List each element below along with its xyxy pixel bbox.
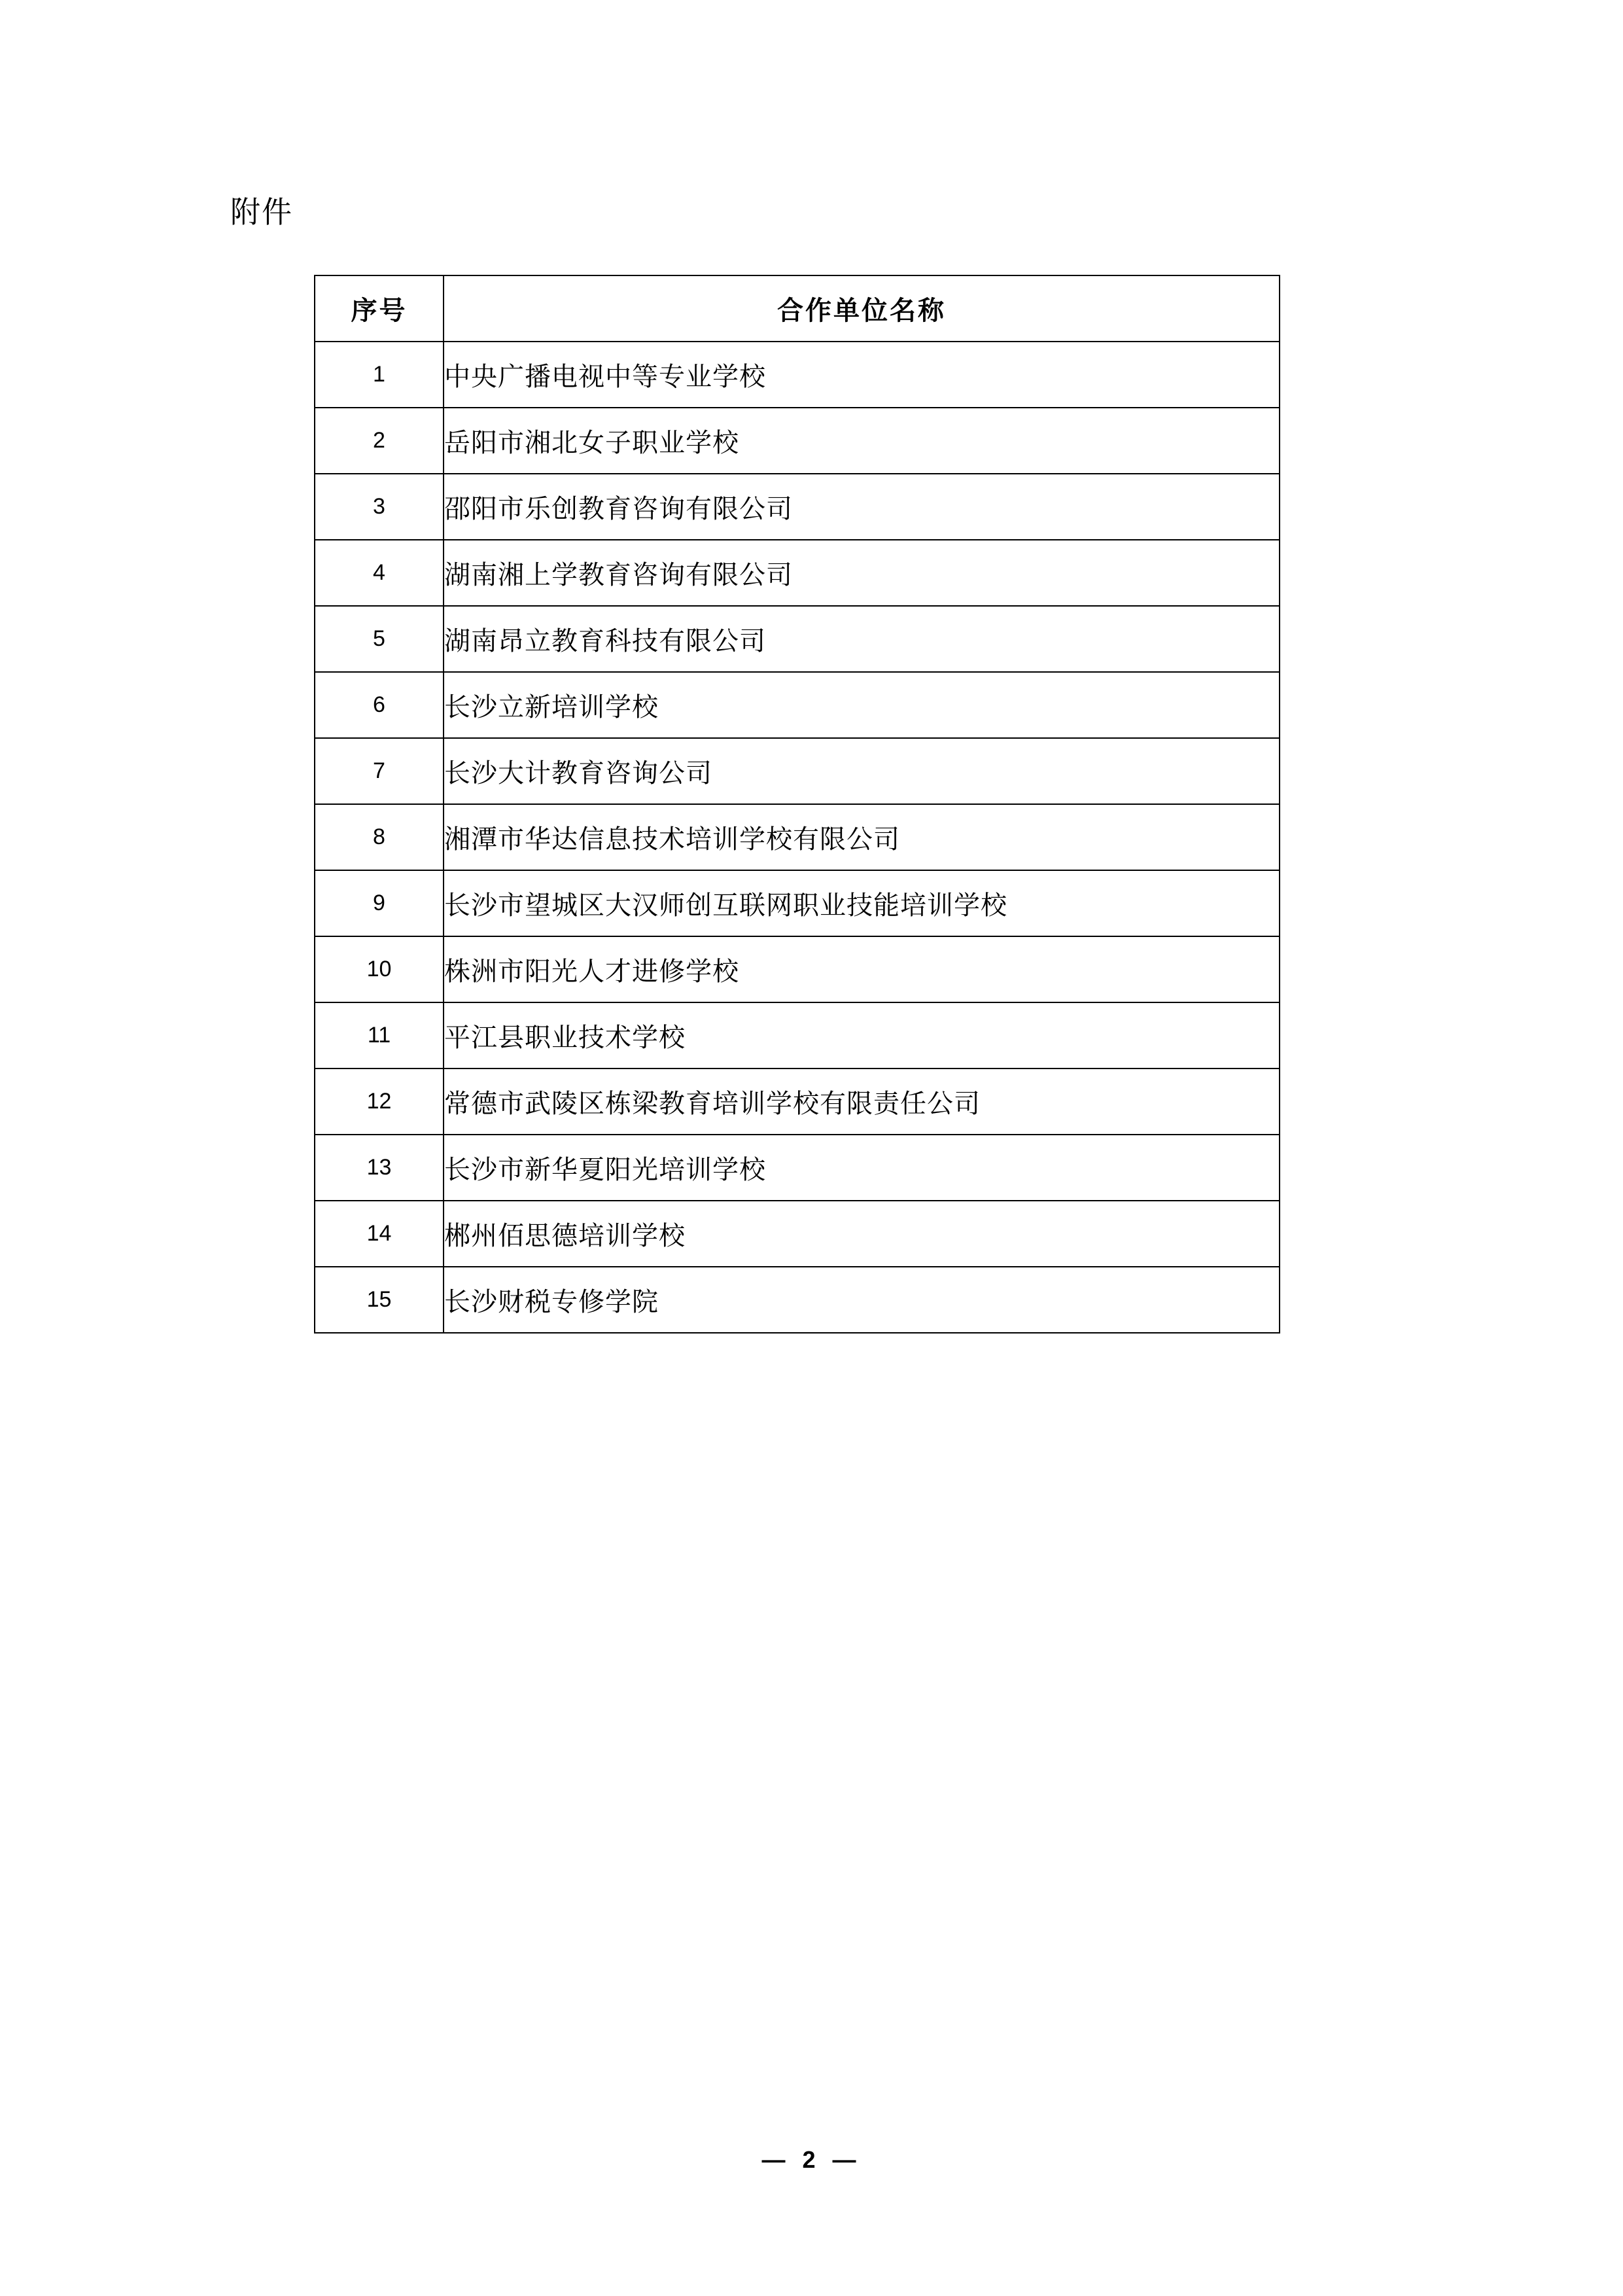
cell-index: 7 <box>315 738 444 804</box>
table-row <box>315 474 1280 540</box>
cell-index: 15 <box>315 1267 444 1333</box>
attachment-label: 附件 <box>230 195 293 229</box>
cell-unit-name: 长沙财税专修学院 <box>444 1267 1280 1333</box>
table-header <box>315 275 1280 342</box>
cell-unit-name: 长沙市望城区大汉师创互联网职业技能培训学校 <box>444 870 1280 936</box>
table-row <box>315 672 1280 738</box>
column-header-index: 序号 <box>315 275 444 342</box>
cell-index: 12 <box>315 1069 444 1135</box>
table-row <box>315 1201 1280 1267</box>
cell-index: 3 <box>315 474 444 540</box>
table-row <box>315 1267 1280 1333</box>
table-row <box>315 804 1280 870</box>
column-header-name: 合作单位名称 <box>444 275 1280 342</box>
table-row <box>315 1069 1280 1135</box>
cell-unit-name: 湖南湘上学教育咨询有限公司 <box>444 540 1280 606</box>
cell-unit-name: 邵阳市乐创教育咨询有限公司 <box>444 474 1280 540</box>
table-header-row <box>315 275 1280 342</box>
table-row <box>315 342 1280 408</box>
cell-index: 14 <box>315 1201 444 1267</box>
cell-unit-name: 岳阳市湘北女子职业学校 <box>444 408 1280 474</box>
cell-index: 11 <box>315 1002 444 1069</box>
cell-index: 8 <box>315 804 444 870</box>
cooperating-units-table <box>314 275 1280 1333</box>
table-body <box>315 342 1280 1333</box>
cell-unit-name: 长沙立新培训学校 <box>444 672 1280 738</box>
cell-unit-name: 郴州佰思德培训学校 <box>444 1201 1280 1267</box>
cell-index: 9 <box>315 870 444 936</box>
cell-index: 1 <box>315 342 444 408</box>
cell-unit-name: 长沙市新华夏阳光培训学校 <box>444 1135 1280 1201</box>
table-row <box>315 936 1280 1002</box>
table-row <box>315 540 1280 606</box>
cell-index: 4 <box>315 540 444 606</box>
cell-index: 2 <box>315 408 444 474</box>
cell-index: 5 <box>315 606 444 672</box>
table-row <box>315 1002 1280 1069</box>
cell-unit-name: 湘潭市华达信息技术培训学校有限公司 <box>444 804 1280 870</box>
cell-unit-name: 湖南昂立教育科技有限公司 <box>444 606 1280 672</box>
cell-unit-name: 长沙大计教育咨询公司 <box>444 738 1280 804</box>
cell-unit-name: 常德市武陵区栋梁教育培训学校有限责任公司 <box>444 1069 1280 1135</box>
page-number: — 2 — <box>761 2146 862 2173</box>
cooperating-units-table-wrapper <box>314 275 1279 1333</box>
cell-index: 13 <box>315 1135 444 1201</box>
table-row <box>315 870 1280 936</box>
table-row <box>315 606 1280 672</box>
cell-unit-name: 平江县职业技术学校 <box>444 1002 1280 1069</box>
cell-index: 6 <box>315 672 444 738</box>
cell-unit-name: 中央广播电视中等专业学校 <box>444 342 1280 408</box>
table-row <box>315 1135 1280 1201</box>
table-row <box>315 738 1280 804</box>
cell-index: 10 <box>315 936 444 1002</box>
cell-unit-name: 株洲市阳光人才进修学校 <box>444 936 1280 1002</box>
table-row <box>315 408 1280 474</box>
